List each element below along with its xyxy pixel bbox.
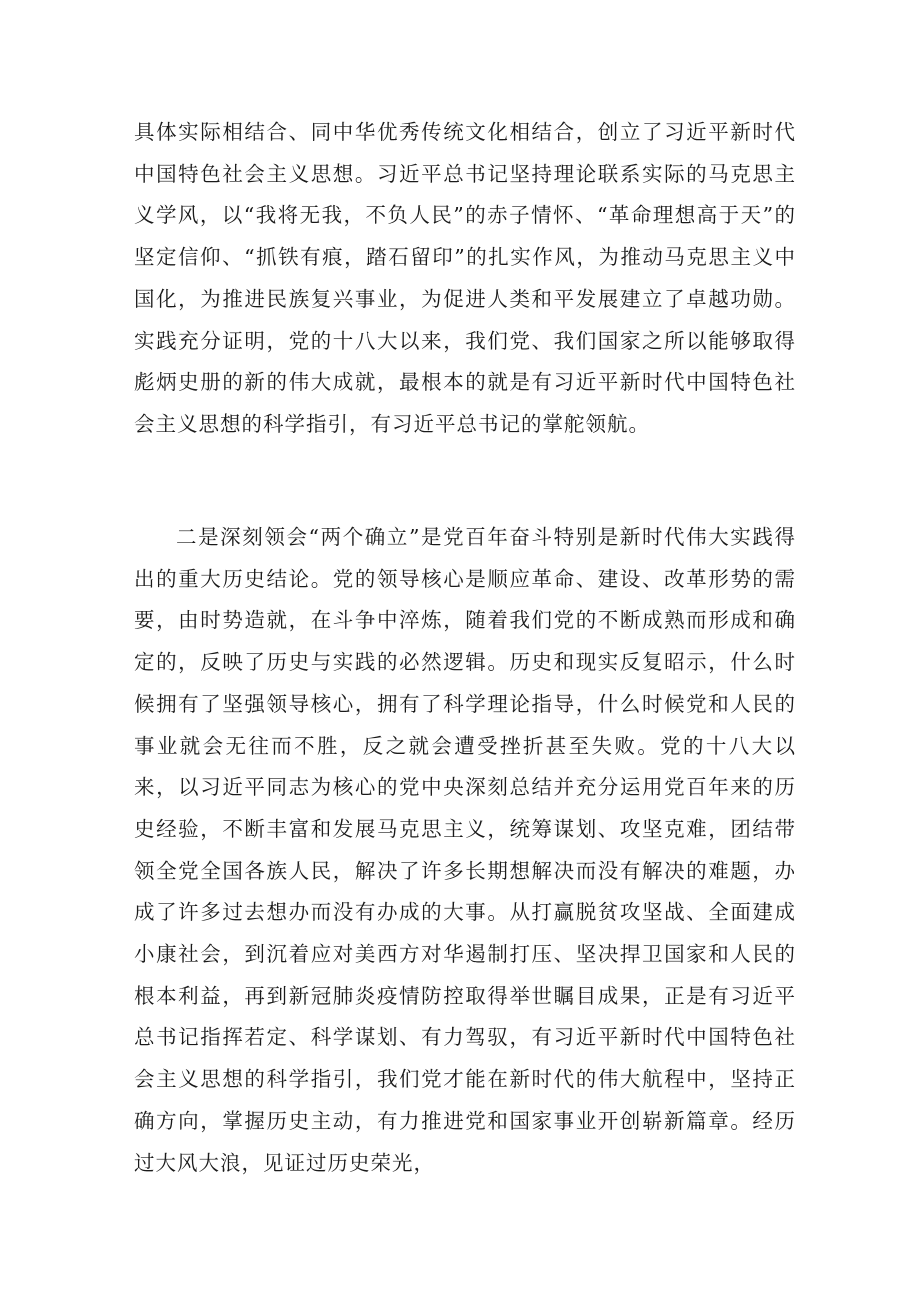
body-paragraph-continued: 具体实际相结合、同中华优秀传统文化相结合，创立了习近平新时代中国特色社会主义思想。习近平总书记坚持理论联系实际的马克思主义学风，以“我将无我，不负人民”的赤子情怀、“革命理想高于天”的坚定信仰、“抓铁有痕，踏石留印”的扎实作风，为推动马克思主义中国化，为推进民族复兴事业，为促进人类和平发展建立了卓越功勋。实践充分证明，党的十八大以来，我们党、我们国家之所以能够取得彪炳史册的新的伟大成就，最根本的就是有习近平新时代中国特色社会主义思想的科学指引，有习近平总书记的掌舵领航。 [134,120,796,436]
body-paragraph-two-establishments: 二是深刻领会“两个确立”是党百年奋斗特别是新时代伟大实践得出的重大历史结论。党的领导核心是顺应革命、建设、改革形势的需要，由时势造就，在斗争中淬炼，随着我们党的不断成熟而形成和确定的，反映了历史与实践的必然逻辑。历史和现实反复昭示，什么时候拥有了坚强领导核心，拥有了科学理论指导，什么时候党和人民的事业就会无往而不胜，反之就会遭受挫折甚至失败。党的十八大以来，以习近平同志为核心的党中央深刻总结并充分运用党百年来的历史经验，不断丰富和发展马克思主义，统筹谋划、攻坚克难，团结带领全党全国各族人民，解决了许多长期想解决而没有解决的难题，办成了许多过去想办而没有办成的大事。从打赢脱贫攻坚战、全面建成小康社会，到沉着应对美西方对华遏制打压、坚决捍卫国家和人民的根本利益，再到新冠肺炎疫情防控取得举世瞩目成果，正是有习近平总书记指挥若定、科学谋划、有力驾驭，有习近平新时代中国特色社会主义思想的科学指引，我们党才能在新时代的伟大航程中，坚持正确方向，掌握历史主动，有力推进党和国家事业开创崭新篇章。经历过大风大浪，见证过历史荣光， [134,525,796,1175]
